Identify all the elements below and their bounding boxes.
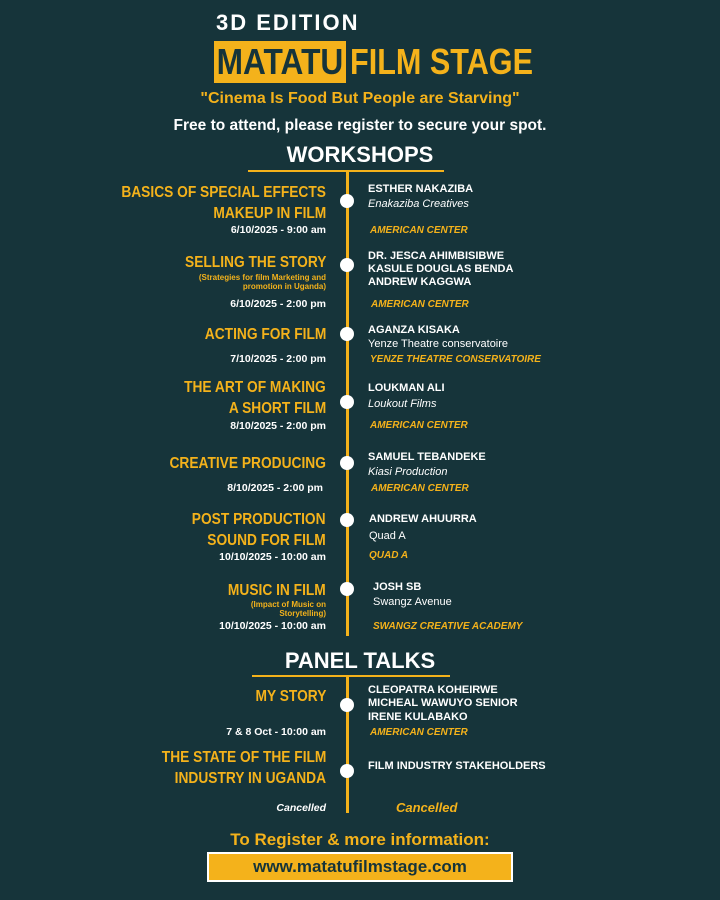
workshop-title-line2: MAKEUP IN FILM — [213, 205, 326, 222]
workshop-speaker: AGANZA KISAKA — [368, 324, 460, 336]
workshop-org: Kiasi Production — [368, 466, 448, 478]
workshop-title: CREATIVE PRODUCING — [169, 455, 326, 472]
workshop-venue: SWANGZ CREATIVE ACADEMY — [373, 621, 523, 632]
workshop-speaker: ESTHER NAKAZIBA — [368, 183, 474, 195]
edition-label: 3D EDITION — [216, 10, 360, 35]
workshop-title-line2: A SHORT FILM — [228, 400, 326, 417]
workshop-date: 8/10/2025 - 2:00 pm — [227, 482, 323, 494]
workshop-speaker: LOUKMAN ALI — [368, 382, 445, 394]
workshop-org: Enakaziba Creatives — [368, 198, 469, 210]
timeline-dot — [340, 513, 354, 527]
panel-date: 7 & 8 Oct - 10:00 am — [226, 726, 326, 738]
workshop-venue: YENZE THEATRE CONSERVATOIRE — [370, 354, 541, 365]
panel-venue: AMERICAN CENTER — [370, 727, 468, 738]
timeline-dot — [340, 327, 354, 341]
workshops-heading: WORKSHOPS — [286, 142, 434, 167]
panel-date: Cancelled — [276, 802, 326, 814]
workshop-speaker: ANDREW AHUURRA — [369, 513, 477, 525]
panels-underline — [252, 675, 450, 677]
workshop-title: THE ART OF MAKING — [184, 379, 326, 396]
panel-speaker: MICHEAL WAWUYO SENIOR — [368, 697, 518, 709]
workshop-date: 10/10/2025 - 10:00 am — [219, 620, 326, 632]
brand-rest-text: FILM STAGE — [349, 41, 533, 82]
workshop-venue: QUAD A — [369, 550, 409, 561]
panel-speaker: IRENE KULABAKO — [368, 711, 468, 723]
workshop-venue: AMERICAN CENTER — [371, 299, 469, 310]
timeline-dot — [340, 395, 354, 409]
workshop-title: SELLING THE STORY — [184, 254, 326, 271]
brand-box-text: MATATU — [214, 41, 346, 83]
workshop-date: 6/10/2025 - 9:00 am — [230, 224, 326, 236]
workshop-date: 6/10/2025 - 2:00 pm — [230, 298, 326, 310]
brand-logo — [214, 40, 565, 84]
panel-speaker: CLEOPATRA KOHEIRWE — [368, 684, 498, 696]
panel-title: MY STORY — [255, 688, 326, 705]
timeline-dot — [340, 698, 354, 712]
workshop-subtitle: (Strategies for film Marketing and promotion in Uganda) — [198, 273, 326, 291]
panels-heading: PANEL TALKS — [284, 648, 436, 673]
timeline-dot — [340, 456, 354, 470]
workshop-date: 7/10/2025 - 2:00 pm — [230, 353, 326, 365]
timeline-dot — [340, 582, 354, 596]
workshop-title: ACTING FOR FILM — [204, 326, 326, 343]
workshop-venue: AMERICAN CENTER — [370, 420, 468, 431]
timeline-dot — [340, 258, 354, 272]
workshop-venue: AMERICAN CENTER — [371, 483, 469, 494]
workshop-speaker: KASULE DOUGLAS BENDA — [368, 263, 514, 275]
workshop-org: Quad A — [369, 530, 406, 542]
workshop-venue: AMERICAN CENTER — [370, 225, 468, 236]
workshop-date: 8/10/2025 - 2:00 pm — [230, 420, 326, 432]
workshop-speaker: DR. JESCA AHIMBISIBWE — [368, 250, 505, 262]
workshop-title: BASICS OF SPECIAL EFFECTS — [121, 184, 326, 201]
workshop-title: POST PRODUCTION — [192, 511, 326, 528]
workshop-org: Yenze Theatre conservatoire — [368, 338, 509, 350]
workshop-title-line2: SOUND FOR FILM — [207, 532, 326, 549]
workshop-title: MUSIC IN FILM — [228, 582, 326, 599]
workshop-speaker: ANDREW KAGGWA — [368, 276, 472, 288]
panel-venue: Cancelled — [396, 800, 458, 815]
tagline: "Cinema Is Food But People are Starving" — [200, 90, 520, 107]
panel-title-line2: INDUSTRY IN UGANDA — [174, 770, 326, 787]
workshop-speaker: SAMUEL TEBANDEKE — [368, 451, 486, 463]
workshop-org: Loukout Films — [368, 398, 437, 410]
registration-link[interactable]: www.matatufilmstage.com — [207, 852, 513, 882]
panel-speaker: FILM INDUSTRY STAKEHOLDERS — [368, 760, 546, 772]
workshop-speaker: JOSH SB — [373, 581, 422, 593]
panel-title: THE STATE OF THE FILM — [161, 749, 326, 766]
free-note: Free to attend, please register to secure your spot. — [173, 117, 547, 134]
workshop-date: 10/10/2025 - 10:00 am — [219, 551, 326, 563]
timeline-dot — [340, 194, 354, 208]
timeline-dot — [340, 764, 354, 778]
workshop-org: Swangz Avenue — [373, 596, 452, 608]
workshop-subtitle: (Impact of Music on Storytelling) — [250, 600, 326, 618]
register-label: To Register & more information: — [230, 830, 490, 849]
